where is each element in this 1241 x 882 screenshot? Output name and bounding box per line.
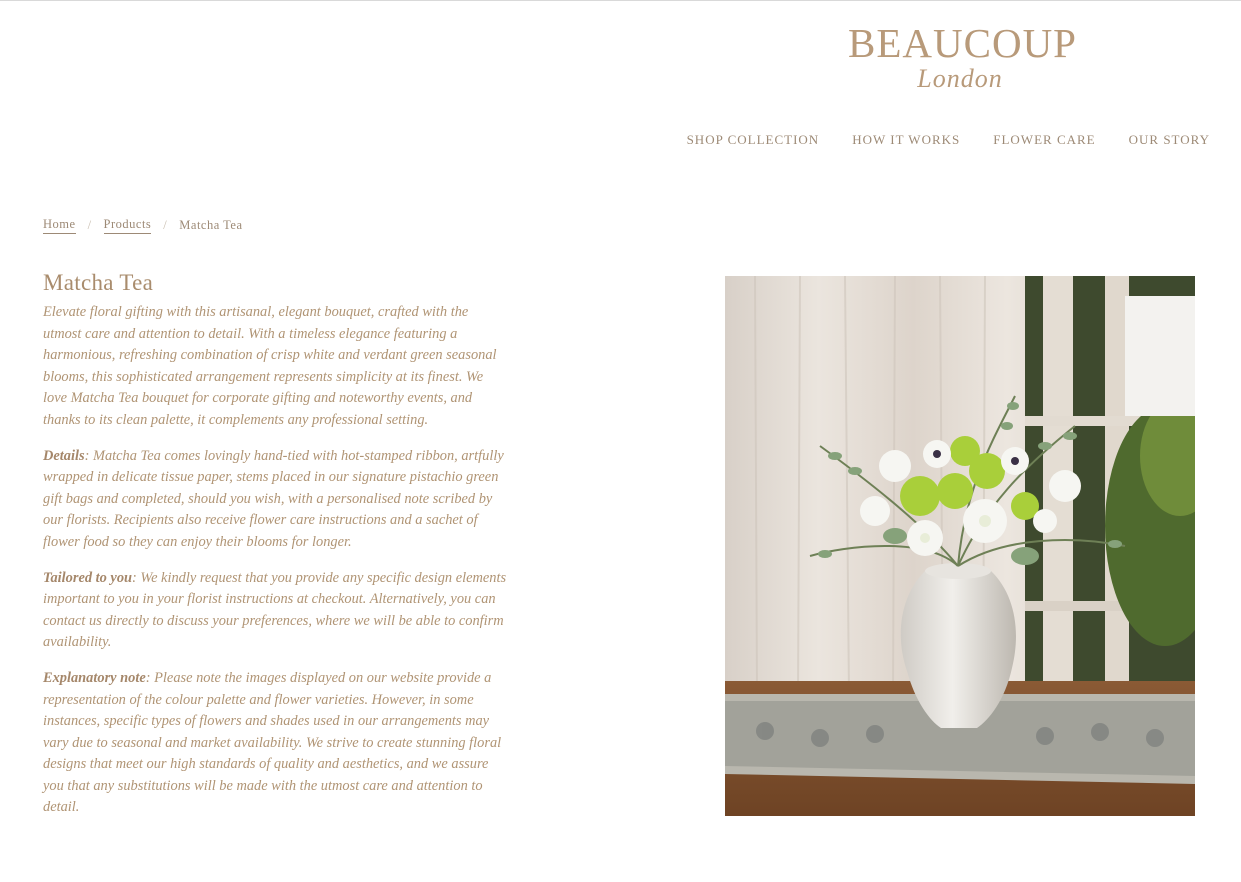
details-text: : Matcha Tea comes lovingly hand-tied with hot-stamped ribbon, artfully wrapped in delicate tissue paper, stems placed in our signature pistachio green gift bags and completed, should you wish, with a personalised note scribed by our florists. Recipients also receive flower care instructions and a sachet of flower food so they can enjoy their blooms for longer. bbox=[43, 447, 504, 550]
top-border bbox=[0, 0, 1241, 1]
breadcrumb-home-link[interactable]: Home bbox=[43, 217, 76, 234]
product-title: Matcha Tea bbox=[43, 270, 154, 295]
note-text: : Please note the images displayed on our website provide a representation of the colour palette and flower varieties. However, in some instances, specific types of flowers and shades used in our arrangements may vary due to seasonal and market availability. We strive to create stunning floral designs that meet our high standards of quality and aesthetics, and we assure you that any substitutions will be made with the utmost care and attention to detail. bbox=[43, 669, 502, 816]
product-image[interactable] bbox=[725, 276, 1195, 816]
tailored-text: : We kindly request that you provide any specific design elements important to you in your florist instructions at checkout. Alternatively, you can contact us directly to discuss your preferences, where we will be able to confirm availability. bbox=[43, 569, 507, 651]
breadcrumb-separator: / bbox=[87, 218, 92, 232]
breadcrumb-separator: / bbox=[163, 218, 168, 232]
main-nav bbox=[687, 132, 1210, 148]
nav-shop-collection[interactable]: SHOP COLLECTION bbox=[686, 132, 820, 147]
breadcrumb-products-link[interactable]: Products bbox=[104, 217, 152, 234]
note-paragraph bbox=[43, 668, 508, 819]
nav-our-story[interactable]: OUR STORY bbox=[1128, 132, 1210, 147]
brand-logo[interactable] bbox=[848, 20, 1077, 93]
intro-paragraph: Elevate floral gifting with this artisanal, elegant bouquet, crafted with the utmost care and attention to detail. With a timeless elegance featuring a harmonious, refreshing combination of crisp white and verdant green seasonal blooms, this sophisticated arrangement represents simplicity at its finest. We love Matcha Tea bouquet for corporate gifting and noteworthy events, and thanks to its clean palette, it complements any professional setting. bbox=[43, 304, 497, 428]
note-label: Explanatory note bbox=[43, 669, 146, 686]
details-label: Details bbox=[43, 447, 85, 464]
brand-name: BEAUCOUP bbox=[848, 20, 1077, 66]
product-description bbox=[43, 302, 508, 833]
details-paragraph bbox=[43, 446, 508, 554]
nav-flower-care[interactable]: FLOWER CARE bbox=[993, 132, 1096, 147]
breadcrumb bbox=[43, 217, 243, 234]
breadcrumb-current: Matcha Tea bbox=[179, 218, 243, 232]
tailored-label: Tailored to you bbox=[43, 569, 133, 586]
bouquet-photo bbox=[725, 276, 1195, 816]
nav-how-it-works[interactable]: HOW IT WORKS bbox=[852, 132, 961, 147]
brand-subtitle: London bbox=[917, 64, 1003, 93]
tailored-paragraph bbox=[43, 568, 508, 654]
